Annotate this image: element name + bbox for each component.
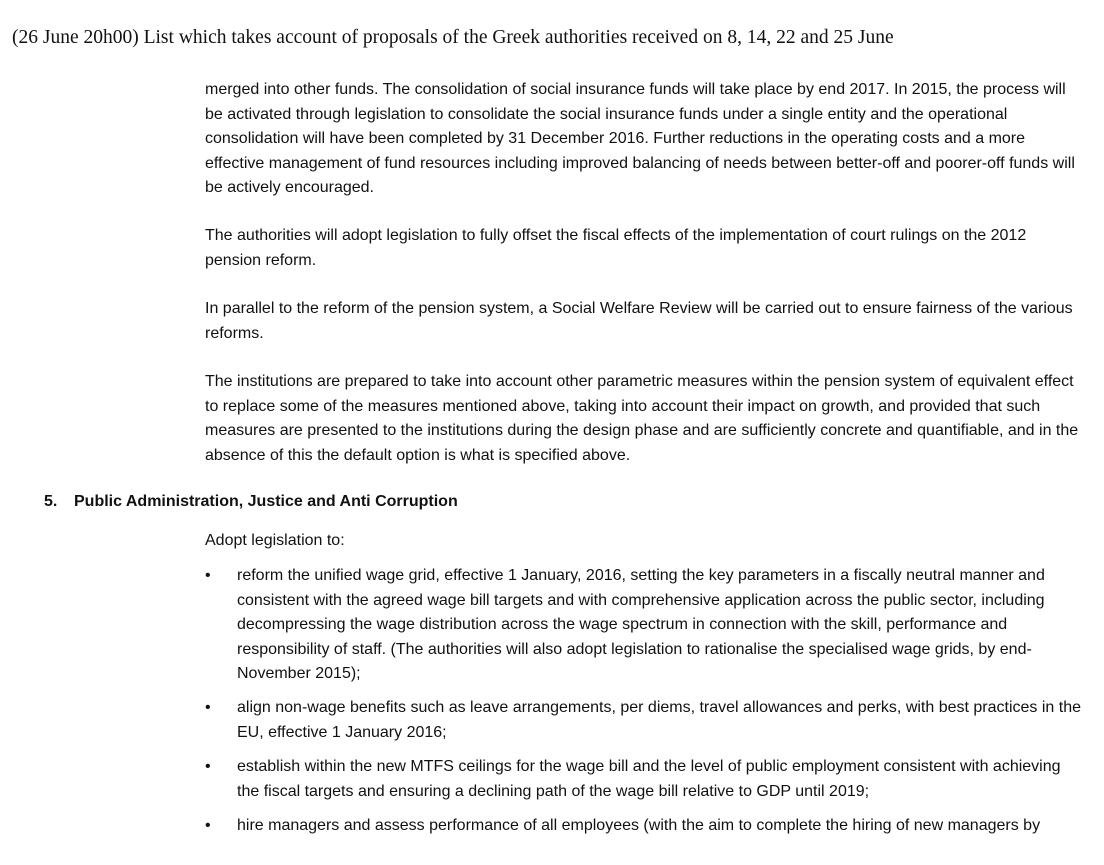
- list-item-text: establish within the new MTFS ceilings for the wage bill and the level of public employment consistent with achieving the fiscal targets and ensuring a declining path of the wage bill relative to GDP until 2019;: [237, 758, 1061, 800]
- section-heading: [44, 490, 458, 514]
- section-number: 5.: [44, 493, 58, 510]
- paragraph-court-rulings: The authorities will adopt legislation to fully offset the fiscal effects of the implementation of court rulings on the 2012 pension reform.: [205, 227, 1027, 269]
- section-intro: Adopt legislation to:: [205, 532, 345, 549]
- list-item-text: hire managers and assess performance of all employees (with the aim to complete the hiring of new managers by: [237, 817, 1041, 834]
- section-title: Public Administration, Justice and Anti Corruption: [74, 493, 458, 510]
- bullet-icon: •: [205, 817, 211, 834]
- bullet-icon: •: [205, 758, 211, 775]
- list-item-text: reform the unified wage grid, effective 1 January, 2016, setting the key parameters in a fiscally neutral manner and consistent with the agreed wage bill targets and with comprehensive application across the public sector, including decompressing the wage distribution across the wage spectrum in connection with the skill, performance and responsibility of staff. (The authorities will also adopt legislation to rationalise the specialised wage grids, by end-November 2015);: [237, 567, 1045, 682]
- paragraph-fund-consolidation: merged into other funds. The consolidation of social insurance funds will take place by end 2017. In 2015, the process will be activated through legislation to consolidate the social insurance funds under a single entity and the operational consolidation will have been completed by 31 December 2016. Further reductions in the operating costs and a more effective management of fund resources including improved balancing of needs between better-off and poorer-off funds will be actively encouraged.: [205, 81, 1075, 196]
- paragraph-social-welfare-review: In parallel to the reform of the pension system, a Social Welfare Review will be carried out to ensure fairness of the various reforms.: [205, 300, 1073, 342]
- paragraph-parametric-measures: The institutions are prepared to take into account other parametric measures within the pension system of equivalent effect to replace some of the measures mentioned above, taking into account their impact on growth, and provided that such measures are presented to the institutions during the design phase and are sufficiently concrete and quantifiable, and in the absence of this the default option is what is specified above.: [205, 373, 1079, 464]
- list-item-text: align non-wage benefits such as leave arrangements, per diems, travel allowances and perks, with best practices in the EU, effective 1 January 2016;: [237, 699, 1082, 741]
- bullet-icon: •: [205, 567, 211, 584]
- bullet-icon: •: [205, 699, 211, 716]
- document-header: (26 June 20h00) List which takes account of proposals of the Greek authorities received on 8, 14, 22 and 25 June: [12, 27, 894, 48]
